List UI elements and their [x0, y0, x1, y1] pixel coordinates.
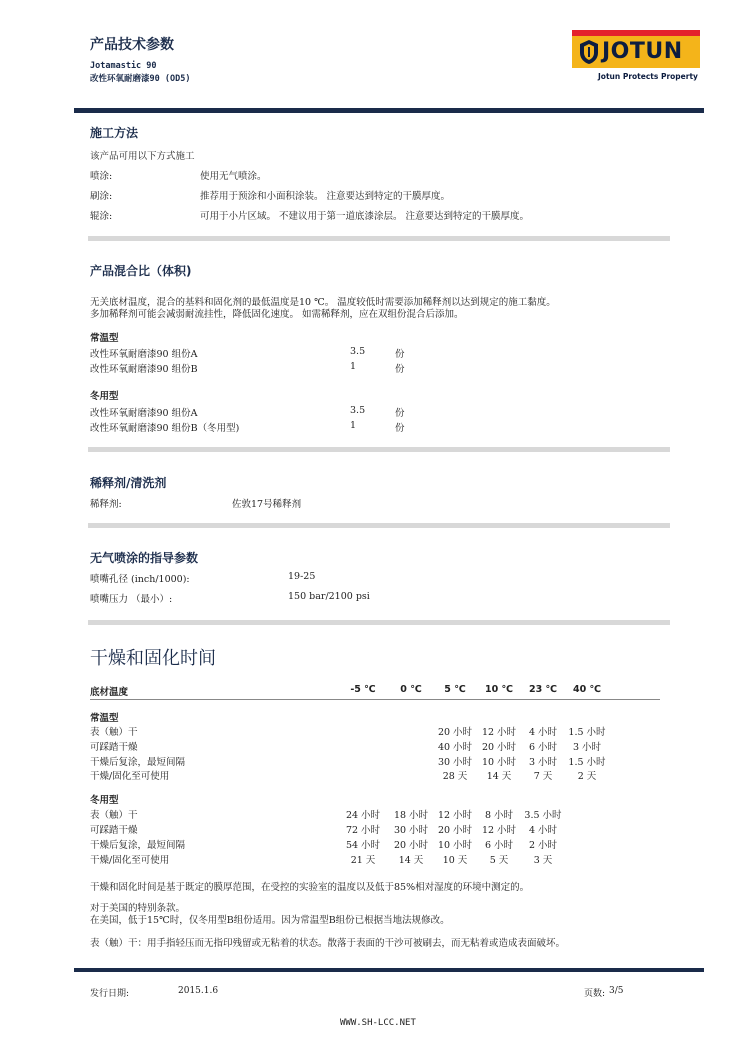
mixing-ratio-value: 3.5 — [350, 346, 366, 357]
drying-cell: 4 小时 — [528, 727, 558, 738]
drying-note: 干燥和固化时间是基于既定的膜厚范围，在受控的实验室的温度以及低于85%相对湿度的环境中测定的。 — [90, 882, 530, 893]
issue-date: 2015.1.6 — [178, 986, 219, 996]
application-intro: 该产品可用以下方式施工 — [90, 151, 195, 162]
drying-group-title: 冬用型 — [90, 795, 119, 806]
drying-row-label: 可踩踏干燥 — [90, 825, 138, 836]
airless-param-label: 喷嘴压力 （最小）: — [90, 594, 173, 605]
drying-row-label: 干燥后复涂，最短间隔 — [90, 840, 186, 851]
application-label: 辊涂: — [90, 211, 113, 222]
temp-column-header: 23 ℃ — [528, 684, 558, 695]
mixing-ratio-unit: 份 — [395, 364, 405, 375]
application-text: 推荐用于预涂和小面积涂装。 注意要达到特定的干膜厚度。 — [200, 191, 451, 202]
drying-cell: 5 天 — [489, 855, 509, 866]
mixing-note: 多加稀释剂可能会减弱耐流挂性，降低固化速度。 如需稀释剂，应在双组份混合后添加。 — [90, 309, 464, 320]
temp-column-header: 40 ℃ — [572, 684, 602, 695]
product-name-cn: 改性环氧耐磨漆90 (OD5) — [90, 74, 191, 84]
mixing-component-label: 改性环氧耐磨漆90 组份A — [90, 408, 198, 419]
mixing-section-title: 产品混合比（体积) — [90, 264, 192, 278]
substrate-temp-header: 底材温度 — [90, 687, 129, 698]
drying-cell: 10 小时 — [481, 757, 517, 768]
section-divider — [88, 236, 670, 241]
drying-row-label: 可踩踏干燥 — [90, 742, 138, 753]
drying-cell: 10 天 — [442, 855, 468, 866]
drying-cell: 30 小时 — [393, 825, 429, 836]
thinner-label: 稀释剂: — [90, 499, 122, 510]
mixing-component-label: 改性环氧耐磨漆90 组份A — [90, 349, 198, 360]
drying-cell: 14 天 — [486, 771, 512, 782]
drying-cell: 18 小时 — [393, 810, 429, 821]
jotun-logo — [572, 30, 700, 84]
header-divider — [74, 108, 704, 113]
temp-column-header: 5 ℃ — [444, 684, 466, 695]
application-text: 可用于小片区域。 不建议用于第一道底漆涂层。 注意要达到特定的干膜厚度。 — [200, 211, 530, 222]
application-text: 使用无气喷涂。 — [200, 171, 267, 182]
drying-row-label: 表（触）干 — [90, 810, 138, 821]
drying-cell: 12 小时 — [481, 727, 517, 738]
application-label: 刷涂: — [90, 191, 113, 202]
thinner-value: 佐敦17号稀释剂 — [232, 499, 302, 510]
drying-cell: 72 小时 — [345, 825, 381, 836]
issue-date-label: 发行日期: — [90, 989, 130, 999]
brand-wordmark: JOTUN — [602, 39, 683, 64]
drying-note: 在美国，低于15℃时，仅冬用型B组份适用。因为常温型B组份已根据当地法规修改。 — [90, 915, 450, 926]
mixing-ratio-unit: 份 — [395, 408, 405, 419]
drying-section-title: 干燥和固化时间 — [90, 648, 216, 669]
website-watermark: WWW.SH-LCC.NET — [340, 1018, 416, 1028]
drying-cell: 28 天 — [442, 771, 468, 782]
airless-param-value: 150 bar/2100 psi — [288, 591, 370, 602]
drying-cell: 8 小时 — [484, 810, 514, 821]
drying-cell: 24 小时 — [345, 810, 381, 821]
thinner-section-title: 稀释剂/清洗剂 — [90, 476, 167, 490]
drying-cell: 12 小时 — [437, 810, 473, 821]
drying-cell: 54 小时 — [345, 840, 381, 851]
drying-cell: 10 小时 — [437, 840, 473, 851]
mixing-ratio-value: 1 — [350, 361, 357, 372]
drying-cell: 4 小时 — [528, 825, 558, 836]
mixing-ratio-unit: 份 — [395, 423, 405, 434]
section-divider — [88, 620, 670, 625]
mixing-group-title: 常温型 — [90, 333, 119, 344]
drying-cell: 1.5 小时 — [568, 727, 606, 738]
airless-param-label: 喷嘴孔径 (inch/1000): — [90, 574, 190, 585]
drying-note: 对于美国的特别条款。 — [90, 903, 186, 914]
drying-cell: 3.5 小时 — [524, 810, 562, 821]
page-number-label: 页数: — [584, 989, 606, 999]
drying-cell: 20 小时 — [481, 742, 517, 753]
drying-cell: 3 小时 — [572, 742, 602, 753]
mixing-component-label: 改性环氧耐磨漆90 组份B（冬用型) — [90, 423, 240, 434]
temp-column-header: -5 ℃ — [350, 684, 376, 695]
table-header-rule — [90, 699, 660, 700]
drying-cell: 3 天 — [533, 855, 553, 866]
drying-cell: 40 小时 — [437, 742, 473, 753]
drying-cell: 2 天 — [577, 771, 597, 782]
drying-row-label: 干燥/固化至可使用 — [90, 771, 170, 782]
page-number: 3/5 — [609, 986, 624, 996]
temp-column-header: 10 ℃ — [484, 684, 514, 695]
jotun-emblem-icon — [578, 39, 600, 65]
temp-column-header: 0 ℃ — [400, 684, 422, 695]
footer-divider — [74, 968, 704, 972]
page-title: 产品技术参数 — [90, 37, 174, 53]
drying-row-label: 干燥/固化至可使用 — [90, 855, 170, 866]
drying-cell: 3 小时 — [528, 757, 558, 768]
drying-row-label: 干燥后复涂，最短间隔 — [90, 757, 186, 768]
drying-cell: 30 小时 — [437, 757, 473, 768]
drying-cell: 21 天 — [350, 855, 376, 866]
airless-section-title: 无气喷涂的指导参数 — [90, 551, 199, 565]
mixing-component-label: 改性环氧耐磨漆90 组份B — [90, 364, 198, 375]
drying-cell: 20 小时 — [393, 840, 429, 851]
drying-row-label: 表（触）干 — [90, 727, 138, 738]
drying-cell: 12 小时 — [481, 825, 517, 836]
application-section-title: 施工方法 — [90, 126, 139, 140]
drying-cell: 2 小时 — [528, 840, 558, 851]
mixing-note: 无关底材温度，混合的基料和固化剂的最低温度是10 ℃。 温度较低时需要添加稀释剂以达到规定的施工黏度。 — [90, 297, 556, 308]
drying-cell: 1.5 小时 — [568, 757, 606, 768]
drying-group-title: 常温型 — [90, 713, 119, 724]
mixing-ratio-value: 1 — [350, 420, 357, 431]
mixing-ratio-unit: 份 — [395, 349, 405, 360]
drying-cell: 7 天 — [533, 771, 553, 782]
brand-tagline: Jotun Protects Property — [598, 72, 698, 81]
section-divider — [88, 523, 670, 528]
drying-cell: 6 小时 — [528, 742, 558, 753]
drying-note: 表（触）干：用手指轻压而无指印残留或无粘着的状态。散落于表面的干沙可被刷去，而无粘着或造成表面破坏。 — [90, 938, 566, 949]
drying-cell: 6 小时 — [484, 840, 514, 851]
application-label: 喷涂: — [90, 171, 113, 182]
section-divider — [88, 447, 670, 452]
drying-cell: 20 小时 — [437, 727, 473, 738]
product-name-en: Jotamastic 90 — [90, 61, 157, 71]
drying-cell: 14 天 — [398, 855, 424, 866]
mixing-ratio-value: 3.5 — [350, 405, 366, 416]
mixing-group-title: 冬用型 — [90, 391, 119, 402]
airless-param-value: 19-25 — [288, 571, 316, 582]
drying-cell: 20 小时 — [437, 825, 473, 836]
